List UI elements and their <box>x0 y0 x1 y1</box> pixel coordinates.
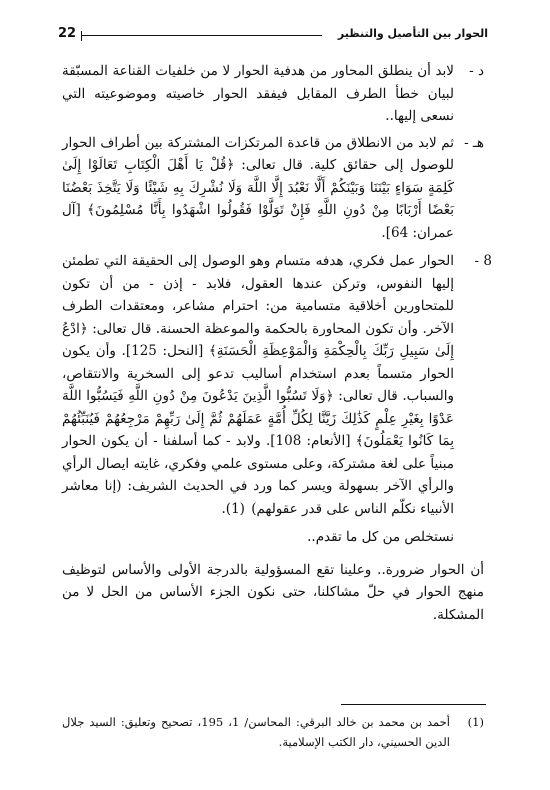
list-item-marker: هـ - <box>464 134 484 151</box>
sentence-end: . <box>221 500 226 517</box>
list-item <box>62 132 484 245</box>
list-item-text: الحوار عمل فكري، هدفه متسام وهو الوصول إلى الحقيقة التي تطمئن إليها النفوس، وتركن عندها العقول، فلابد - إذن - من أن تكون للمتحاورين أخلاقية متسامية من: احترام مشاعر، ومعتقدات الطرف الآخر. وأن تكون المحاورة بالحكمة والموعظة الحسنة. قال تعالى: ﴿ادْعُ إِلَىٰ سَبِيلِ رَبِّكَ بِالْحِكْمَةِ وَالْمَوْعِظَةِ الْحَسَنَةِ﴾ [النحل: 125]. وأن يكون الحوار متسماً بعدم استخدام أساليب تدعو إلى السخرية والانتقاص، والسباب. قال تعالى: ﴿وَلَا تَسُبُّوا الَّذِينَ يَدْعُونَ مِنْ دُونِ اللَّهِ فَيَسُبُّوا اللَّهَ عَدْوًا بِغَيْرِ عِلْمٍ كَذَٰلِكَ زَيَّنَّا لِكُلِّ أُمَّةٍ عَمَلَهُمْ ثُمَّ إِلَىٰ رَبِّهِمْ مَرْجِعُهُمْ فَيُنَبِّئُهُمْ بِمَا كَانُوا يَعْمَلُونَ﴾ [الأنعام: 108]. ولابد - كما أسلفنا - أن يكون الحوار مبنياً على لغة مشتركة، وعلى مستوى علمي وفكري، غايته ايصال الرأي والرأي الآخر بسهولة ويسر كما ورد في الحديث الشريف: (إنا معاشر الأنبياء نكلّم الناس على قدر عقولهم) <box>62 253 454 517</box>
footnote-marker: (1) <box>467 715 484 729</box>
closing-paragraph: أن الحوار ضرورة.. وعلينا تقع المسؤولية بالدرجة الأولى والأساس لتوظيف منهج الحوار في حلّ مشاكلنا، حتى نكون الجزء الأساس من الحل لا من المشكلة. <box>62 561 484 623</box>
header-rule <box>82 35 322 36</box>
footnote-separator <box>341 704 486 705</box>
numbered-item <box>62 250 492 520</box>
footnote-text: أحمد بن محمد بن خالد البرقي: المحاسن/ 1، 195، تصحيح وتعليق: السيد جلال الدين الحسيني، دار الكتب الإسلامية. <box>62 715 450 749</box>
running-title: الحوار بين التأصيل والتنظير <box>337 27 488 40</box>
list-item-text: لابد أن ينطلق المحاور من هدفية الحوار لا من خلفيات القناعة المسبّقة لبيان خطأ الطرف المقابل فيفقد الحوار خاصيته وموضوعيته التي نسعى إليها.. <box>62 63 454 124</box>
running-header <box>58 26 488 44</box>
list-item-marker: د - <box>469 63 484 79</box>
conclusion-line: نستخلص من كل ما تقدم.. <box>307 529 454 545</box>
footnote <box>62 712 484 752</box>
page-number: 22 <box>58 26 77 41</box>
list-item-text: ثم لابد من الانطلاق من قاعدة المرتكزات المشتركة بين أطراف الحوار للوصول إلى حقائق كلية. قال تعالى: ﴿قُلْ يَا أَهْلَ الْكِتَابِ تَعَالَوْا إِلَىٰ كَلِمَةٍ سَوَاءٍ بَيْنَنَا وَبَيْنَكُمْ أَلَّا نَعْبُدَ إِلَّا اللَّهَ وَلَا نُشْرِكَ بِهِ شَيْئًا وَلَا يَتَّخِذَ بَعْضُنَا بَعْضًا أَرْبَابًا مِنْ دُونِ اللَّهِ فَإِنْ تَوَلَّوْا فَقُولُوا اشْهَدُوا بِأَنَّا مُسْلِمُونَ﴾ [آل عمران: 64]. <box>62 134 454 241</box>
list-item-marker: 8 - <box>474 253 492 269</box>
main-text <box>62 60 492 626</box>
list-item <box>62 60 484 128</box>
footnote-reference: (1) <box>225 500 245 517</box>
